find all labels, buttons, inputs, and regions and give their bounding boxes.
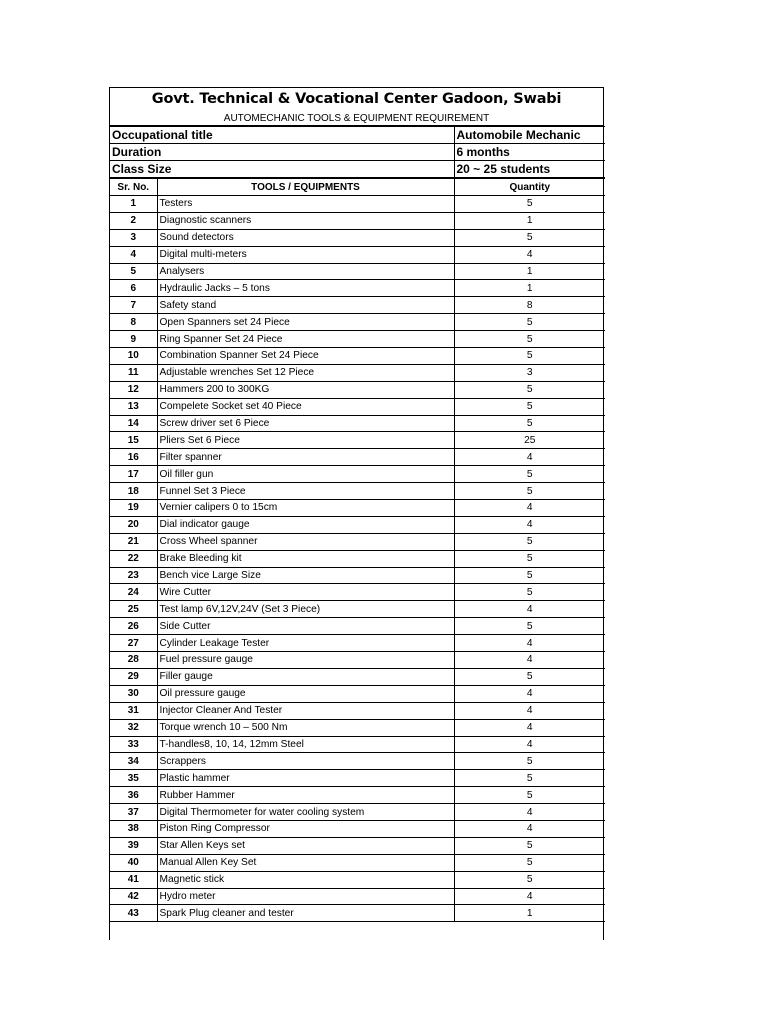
row-quantity: 5: [454, 533, 605, 550]
row-item-name: Diagnostic scanners: [157, 212, 454, 229]
row-item-name: Dial indicator gauge: [157, 516, 454, 533]
row-sr-number: 21: [110, 533, 157, 550]
info-label: Class Size: [110, 161, 454, 178]
table-row: [110, 246, 605, 263]
row-item-name: Analysers: [157, 263, 454, 280]
row-item-name: Cylinder Leakage Tester: [157, 635, 454, 652]
row-quantity: 4: [454, 516, 605, 533]
row-quantity: 4: [454, 449, 605, 466]
info-row-duration: [110, 144, 605, 161]
row-quantity: 5: [454, 753, 605, 770]
row-quantity: 5: [454, 381, 605, 398]
row-sr-number: 43: [110, 905, 157, 922]
row-sr-number: 38: [110, 820, 157, 837]
row-item-name: Manual Allen Key Set: [157, 854, 454, 871]
info-table: [110, 126, 605, 178]
table-row: [110, 196, 605, 213]
row-item-name: Oil filler gun: [157, 466, 454, 483]
row-quantity: 4: [454, 719, 605, 736]
table-row: [110, 736, 605, 753]
row-quantity: 5: [454, 398, 605, 415]
table-row: [110, 550, 605, 567]
table-row: [110, 533, 605, 550]
row-item-name: T-handles8, 10, 14, 12mm Steel: [157, 736, 454, 753]
row-sr-number: 41: [110, 871, 157, 888]
table-row: [110, 263, 605, 280]
table-row: [110, 212, 605, 229]
row-sr-number: 5: [110, 263, 157, 280]
row-item-name: Hydro meter: [157, 888, 454, 905]
column-header-sr: Sr. No.: [110, 179, 157, 196]
row-sr-number: 9: [110, 331, 157, 348]
row-item-name: Funnel Set 3 Piece: [157, 483, 454, 500]
row-sr-number: 14: [110, 415, 157, 432]
row-quantity: 4: [454, 635, 605, 652]
row-sr-number: 39: [110, 837, 157, 854]
row-sr-number: 40: [110, 854, 157, 871]
row-item-name: Cross Wheel spanner: [157, 533, 454, 550]
row-quantity: 5: [454, 787, 605, 804]
row-item-name: Fuel pressure gauge: [157, 652, 454, 669]
row-quantity: 4: [454, 685, 605, 702]
row-item-name: Vernier calipers 0 to 15cm: [157, 500, 454, 517]
row-quantity: 3: [454, 364, 605, 381]
row-item-name: Safety stand: [157, 297, 454, 314]
row-sr-number: 34: [110, 753, 157, 770]
row-sr-number: 35: [110, 770, 157, 787]
row-sr-number: 12: [110, 381, 157, 398]
row-quantity: 5: [454, 668, 605, 685]
row-sr-number: 13: [110, 398, 157, 415]
row-quantity: 1: [454, 212, 605, 229]
info-value: Automobile Mechanic: [454, 127, 605, 144]
row-item-name: Wire Cutter: [157, 584, 454, 601]
table-row: [110, 854, 605, 871]
row-item-name: Plastic hammer: [157, 770, 454, 787]
row-sr-number: 37: [110, 804, 157, 821]
row-quantity: 4: [454, 736, 605, 753]
row-quantity: 8: [454, 297, 605, 314]
row-sr-number: 32: [110, 719, 157, 736]
row-quantity: 5: [454, 854, 605, 871]
row-sr-number: 4: [110, 246, 157, 263]
table-row: [110, 702, 605, 719]
row-quantity: 4: [454, 246, 605, 263]
table-row: [110, 685, 605, 702]
row-sr-number: 16: [110, 449, 157, 466]
row-quantity: 5: [454, 837, 605, 854]
row-sr-number: 10: [110, 348, 157, 365]
row-sr-number: 1: [110, 196, 157, 213]
info-value: 6 months: [454, 144, 605, 161]
page-title: Govt. Technical & Vocational Center Gadoon, Swabi: [151, 91, 562, 107]
row-quantity: 4: [454, 804, 605, 821]
table-row: [110, 804, 605, 821]
table-row: [110, 753, 605, 770]
row-item-name: Filter spanner: [157, 449, 454, 466]
row-sr-number: 17: [110, 466, 157, 483]
table-row: [110, 635, 605, 652]
table-row: [110, 314, 605, 331]
row-quantity: 5: [454, 550, 605, 567]
row-quantity: 5: [454, 567, 605, 584]
row-item-name: Hammers 200 to 300KG: [157, 381, 454, 398]
info-label: Occupational title: [110, 127, 454, 144]
row-sr-number: 42: [110, 888, 157, 905]
table-row: [110, 348, 605, 365]
row-item-name: Digital multi-meters: [157, 246, 454, 263]
row-quantity: 5: [454, 618, 605, 635]
column-header-qty: Quantity: [454, 179, 605, 196]
row-quantity: 5: [454, 584, 605, 601]
row-quantity: 5: [454, 314, 605, 331]
row-quantity: 5: [454, 331, 605, 348]
row-sr-number: 23: [110, 567, 157, 584]
table-row: [110, 432, 605, 449]
table-row: [110, 364, 605, 381]
table-row: [110, 331, 605, 348]
table-row: [110, 516, 605, 533]
table-row: [110, 229, 605, 246]
row-item-name: Piston Ring Compressor: [157, 820, 454, 837]
table-body: [110, 196, 605, 922]
row-sr-number: 26: [110, 618, 157, 635]
row-quantity: 5: [454, 483, 605, 500]
table-row: [110, 567, 605, 584]
table-row: [110, 787, 605, 804]
row-quantity: 4: [454, 652, 605, 669]
row-sr-number: 27: [110, 635, 157, 652]
row-sr-number: 7: [110, 297, 157, 314]
row-item-name: Brake Bleeding kit: [157, 550, 454, 567]
info-value: 20 ~ 25 students: [454, 161, 605, 178]
row-quantity: 5: [454, 871, 605, 888]
row-item-name: Pliers Set 6 Piece: [157, 432, 454, 449]
row-sr-number: 30: [110, 685, 157, 702]
row-quantity: 25: [454, 432, 605, 449]
row-sr-number: 6: [110, 280, 157, 297]
row-item-name: Sound detectors: [157, 229, 454, 246]
row-sr-number: 33: [110, 736, 157, 753]
row-item-name: Adjustable wrenches Set 12 Piece: [157, 364, 454, 381]
table-row: [110, 871, 605, 888]
table-row: [110, 500, 605, 517]
row-item-name: Spark Plug cleaner and tester: [157, 905, 454, 922]
row-quantity: 1: [454, 905, 605, 922]
row-item-name: Digital Thermometer for water cooling system: [157, 804, 454, 821]
table-row: [110, 415, 605, 432]
row-item-name: Magnetic stick: [157, 871, 454, 888]
row-sr-number: 36: [110, 787, 157, 804]
row-item-name: Injector Cleaner And Tester: [157, 702, 454, 719]
table-row: [110, 483, 605, 500]
table-row: [110, 449, 605, 466]
row-sr-number: 25: [110, 601, 157, 618]
row-item-name: Hydraulic Jacks – 5 tons: [157, 280, 454, 297]
table-header-row: [110, 179, 605, 196]
row-quantity: 5: [454, 466, 605, 483]
table-row: [110, 381, 605, 398]
row-item-name: Screw driver set 6 Piece: [157, 415, 454, 432]
table-row: [110, 905, 605, 922]
row-quantity: 5: [454, 196, 605, 213]
row-quantity: 4: [454, 601, 605, 618]
row-quantity: 5: [454, 348, 605, 365]
row-quantity: 4: [454, 820, 605, 837]
table-row: [110, 584, 605, 601]
row-item-name: Filler gauge: [157, 668, 454, 685]
info-label: Duration: [110, 144, 454, 161]
row-item-name: Torque wrench 10 – 500 Nm: [157, 719, 454, 736]
table-row: [110, 652, 605, 669]
row-sr-number: 31: [110, 702, 157, 719]
row-quantity: 4: [454, 500, 605, 517]
table-row: [110, 297, 605, 314]
row-sr-number: 2: [110, 212, 157, 229]
table-row: [110, 770, 605, 787]
row-item-name: Compelete Socket set 40 Piece: [157, 398, 454, 415]
page-subtitle: AUTOMECHANIC TOOLS & EQUIPMENT REQUIREMENT: [223, 113, 490, 124]
equipment-table: [110, 178, 605, 922]
row-quantity: 1: [454, 280, 605, 297]
row-sr-number: 3: [110, 229, 157, 246]
row-item-name: Combination Spanner Set 24 Piece: [157, 348, 454, 365]
row-sr-number: 15: [110, 432, 157, 449]
row-item-name: Open Spanners set 24 Piece: [157, 314, 454, 331]
row-item-name: Star Allen Keys set: [157, 837, 454, 854]
row-quantity: 4: [454, 888, 605, 905]
row-sr-number: 29: [110, 668, 157, 685]
row-sr-number: 19: [110, 500, 157, 517]
table-row: [110, 668, 605, 685]
row-quantity: 4: [454, 702, 605, 719]
title-block: [110, 88, 603, 126]
table-row: [110, 466, 605, 483]
table-row: [110, 398, 605, 415]
row-sr-number: 28: [110, 652, 157, 669]
row-quantity: 1: [454, 263, 605, 280]
table-row: [110, 618, 605, 635]
info-row-class-size: [110, 161, 605, 178]
table-row: [110, 888, 605, 905]
table-row: [110, 820, 605, 837]
table-row: [110, 837, 605, 854]
row-item-name: Test lamp 6V,12V,24V (Set 3 Piece): [157, 601, 454, 618]
row-sr-number: 11: [110, 364, 157, 381]
table-row: [110, 719, 605, 736]
row-item-name: Rubber Hammer: [157, 787, 454, 804]
row-item-name: Bench vice Large Size: [157, 567, 454, 584]
row-item-name: Side Cutter: [157, 618, 454, 635]
table-row: [110, 601, 605, 618]
info-row-occupational-title: [110, 127, 605, 144]
table-row: [110, 280, 605, 297]
row-sr-number: 18: [110, 483, 157, 500]
row-item-name: Ring Spanner Set 24 Piece: [157, 331, 454, 348]
row-quantity: 5: [454, 229, 605, 246]
row-item-name: Testers: [157, 196, 454, 213]
column-header-item: TOOLS / EQUIPMENTS: [157, 179, 454, 196]
row-sr-number: 22: [110, 550, 157, 567]
row-quantity: 5: [454, 415, 605, 432]
row-quantity: 5: [454, 770, 605, 787]
equipment-sheet: [109, 87, 604, 940]
row-sr-number: 8: [110, 314, 157, 331]
row-item-name: Scrappers: [157, 753, 454, 770]
row-sr-number: 24: [110, 584, 157, 601]
row-item-name: Oil pressure gauge: [157, 685, 454, 702]
row-sr-number: 20: [110, 516, 157, 533]
